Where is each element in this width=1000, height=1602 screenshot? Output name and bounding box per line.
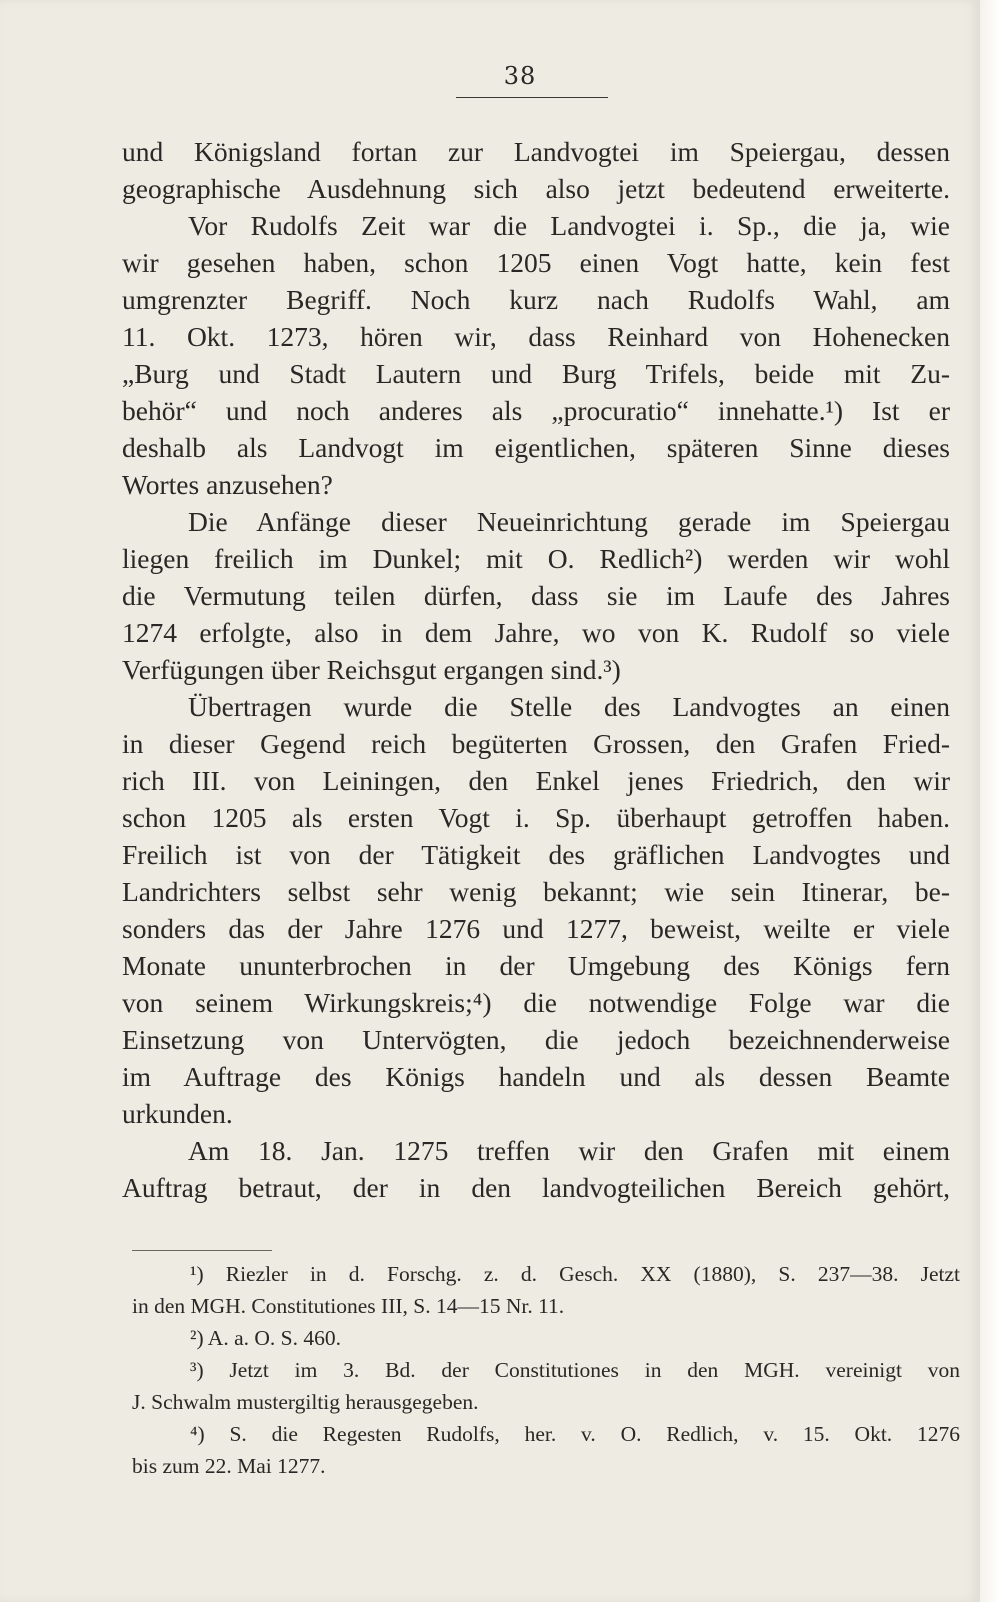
body-line: Freilich ist von der Tätigkeit des gräflichen Landvogtes und bbox=[122, 839, 950, 870]
footnote-line: bis zum 22. Mai 1277. bbox=[132, 1454, 326, 1478]
footnote-line: J. Schwalm mustergiltig herausgegeben. bbox=[132, 1390, 479, 1414]
body-line: die Vermutung teilen dürfen, dass sie im Laufe des Jahres bbox=[122, 580, 950, 611]
body-line: 11. Okt. 1273, hören wir, dass Reinhard von Hohenecken bbox=[122, 321, 950, 352]
body-line: behör“ und noch anderes als „procuratio“ innehatte.¹) Ist er bbox=[122, 395, 950, 426]
body-line: von seinem Wirkungskreis;⁴) die notwendige Folge war die bbox=[122, 987, 950, 1018]
body-line: Vor Rudolfs Zeit war die Landvogtei i. Sp., die ja, wie bbox=[188, 210, 950, 241]
body-line: liegen freilich im Dunkel; mit O. Redlich²) werden wir wohl bbox=[122, 543, 950, 574]
body-line: schon 1205 als ersten Vogt i. Sp. überhaupt getroffen haben. bbox=[122, 802, 950, 833]
footnote-line: ¹) Riezler in d. Forschg. z. d. Gesch. XX (1880), S. 237—38. Jetzt bbox=[190, 1262, 960, 1286]
body-line: umgrenzter Begriff. Noch kurz nach Rudolfs Wahl, am bbox=[122, 284, 950, 315]
body-line: im Auftrage des Königs handeln und als dessen Beamte bbox=[122, 1061, 950, 1092]
body-line: Einsetzung von Untervögten, die jedoch bezeichnenderweise bbox=[122, 1024, 950, 1055]
body-line: Landrichters selbst sehr wenig bekannt; wie sein Itinerar, be- bbox=[122, 876, 950, 907]
footnote-rule bbox=[132, 1250, 272, 1251]
page-number: 38 bbox=[503, 62, 537, 90]
body-line: sonders das der Jahre 1276 und 1277, beweist, weilte er viele bbox=[122, 913, 950, 944]
body-line: in dieser Gegend reich begüterten Grossen, den Grafen Fried- bbox=[122, 728, 950, 759]
footnote-line: ³) Jetzt im 3. Bd. der Constitutiones in den MGH. vereinigt von bbox=[190, 1358, 960, 1382]
body-line: wir gesehen haben, schon 1205 einen Vogt hatte, kein fest bbox=[122, 247, 950, 278]
body-line: Die Anfänge dieser Neueinrichtung gerade im Speiergau bbox=[188, 506, 950, 537]
body-text bbox=[122, 133, 950, 1206]
body-line: Am 18. Jan. 1275 treffen wir den Grafen mit einem bbox=[188, 1135, 950, 1166]
body-line: Übertragen wurde die Stelle des Landvogtes an einen bbox=[188, 691, 950, 722]
body-line: 1274 erfolgte, also in dem Jahre, wo von K. Rudolf so viele bbox=[122, 617, 950, 648]
footnotes bbox=[132, 1258, 960, 1482]
footnote-line: ²) A. a. O. S. 460. bbox=[190, 1326, 341, 1350]
body-line: Verfügungen über Reichsgut ergangen sind.³) bbox=[122, 654, 621, 685]
body-line: Auftrag betraut, der in den landvogteilichen Bereich gehört, bbox=[122, 1172, 950, 1203]
page-edge bbox=[980, 0, 1000, 1602]
body-line: und Königsland fortan zur Landvogtei im Speiergau, dessen bbox=[122, 136, 950, 167]
footnote-line: ⁴) S. die Regesten Rudolfs, her. v. O. Redlich, v. 15. Okt. 1276 bbox=[190, 1422, 960, 1446]
body-line: deshalb als Landvogt im eigentlichen, späteren Sinne dieses bbox=[122, 432, 950, 463]
footnote-line: in den MGH. Constitutiones III, S. 14—15 Nr. 11. bbox=[132, 1294, 565, 1318]
body-line: „Burg und Stadt Lautern und Burg Trifels, beide mit Zu- bbox=[122, 358, 950, 389]
body-line: urkunden. bbox=[122, 1098, 233, 1129]
body-line: Wortes anzusehen? bbox=[122, 469, 333, 500]
body-line: geographische Ausdehnung sich also jetzt bedeutend erweiterte. bbox=[122, 173, 950, 204]
body-line: Monate ununterbrochen in der Umgebung des Königs fern bbox=[122, 950, 950, 981]
header-rule bbox=[456, 97, 608, 98]
body-line: rich III. von Leiningen, den Enkel jenes Friedrich, den wir bbox=[122, 765, 950, 796]
